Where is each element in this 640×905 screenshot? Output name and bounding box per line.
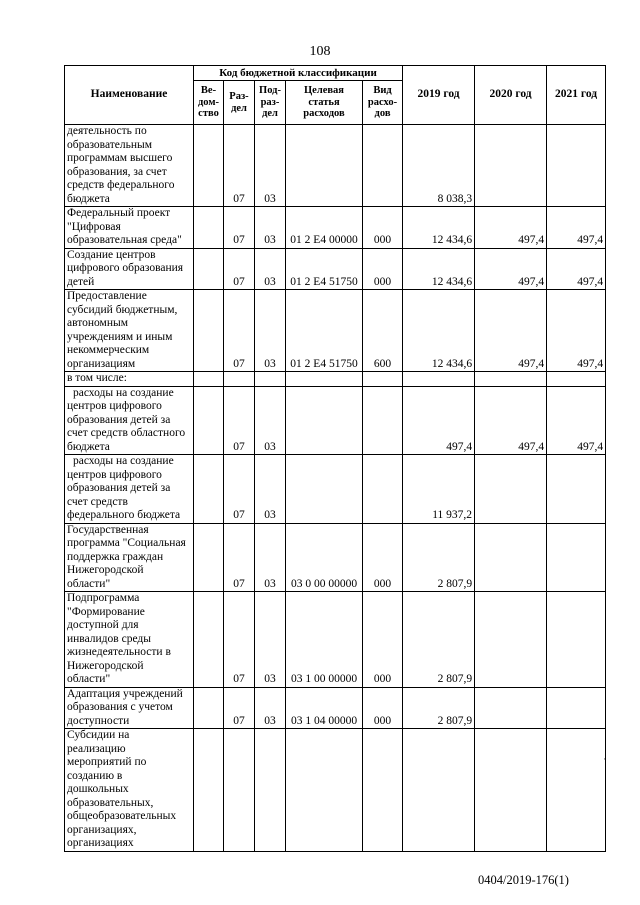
row-name-line: учреждениям и иным	[67, 330, 173, 343]
cell-vedomstvo	[194, 248, 224, 290]
row-name	[65, 290, 194, 372]
cell-value-2019: 2 807,9	[403, 687, 475, 729]
cell-target-article	[286, 455, 363, 524]
cell-value-2021: 497,4	[547, 248, 606, 290]
scan-mark: ·	[603, 754, 606, 764]
table-row	[65, 386, 606, 455]
row-name-line: созданию в	[67, 769, 123, 782]
row-name-line: образовательным	[67, 138, 153, 151]
row-name-line: Нижегородской	[67, 659, 144, 672]
cell-podrazdel: 03	[255, 248, 286, 290]
cell-target-article	[286, 125, 363, 207]
cell-target-article: 01 2 E4 00000	[286, 207, 363, 249]
row-name	[65, 386, 194, 455]
row-name-line: образования с учетом	[67, 701, 173, 713]
table-row	[65, 592, 606, 688]
cell-value-2019	[403, 729, 475, 852]
row-name-line: реализацию	[67, 742, 126, 755]
cell-value-2020: 497,4	[475, 290, 547, 372]
header-2020: 2020 год	[475, 66, 547, 125]
cell-value-2021: 497,4	[547, 207, 606, 249]
row-name-line: организациях	[67, 837, 134, 849]
cell-razdel: 07	[224, 687, 255, 729]
cell-expense-type	[363, 455, 403, 524]
cell-podrazdel	[255, 729, 286, 852]
cell-razdel: 07	[224, 592, 255, 688]
table-row	[65, 687, 606, 729]
cell-value-2020	[475, 523, 547, 592]
row-name	[65, 455, 194, 524]
row-name-line: Субсидии на	[67, 729, 130, 741]
header-2021: 2021 год	[547, 66, 606, 125]
cell-value-2021	[547, 687, 606, 729]
row-name-line: образовательная среда"	[67, 234, 182, 246]
table-row	[65, 290, 606, 372]
cell-target-article	[286, 729, 363, 852]
cell-podrazdel: 03	[255, 207, 286, 249]
row-name-line: программа "Социальная	[67, 537, 186, 549]
row-name-line: образования, за счет	[67, 165, 167, 178]
row-name-line: некоммерческим	[67, 344, 150, 356]
table-row	[65, 248, 606, 290]
cell-podrazdel	[255, 372, 286, 387]
row-name-line: цифрового образования	[67, 262, 184, 274]
row-name	[65, 523, 194, 592]
row-name-line: счет средств	[67, 495, 128, 508]
row-name-line: доступности	[67, 714, 130, 727]
cell-razdel: 07	[224, 523, 255, 592]
cell-target-article: 01 2 E4 51750	[286, 290, 363, 372]
cell-value-2021: 497,4	[547, 386, 606, 455]
row-name-line: организациях,	[67, 823, 137, 836]
row-name-line: Адаптация учреждений	[67, 687, 183, 700]
table-row	[65, 729, 606, 852]
table-row	[65, 207, 606, 249]
cell-value-2020	[475, 729, 547, 852]
cell-vedomstvo	[194, 455, 224, 524]
cell-value-2021	[547, 592, 606, 688]
cell-expense-type: 000	[363, 248, 403, 290]
cell-value-2020: 497,4	[475, 207, 547, 249]
cell-target-article	[286, 386, 363, 455]
cell-value-2019: 8 038,3	[403, 125, 475, 207]
header-podrazdel: Под- раз- дел	[255, 81, 286, 125]
cell-value-2021	[547, 729, 606, 852]
row-name-line: в том числе:	[67, 372, 127, 384]
cell-target-article	[286, 372, 363, 387]
cell-expense-type: 000	[363, 523, 403, 592]
cell-value-2021	[547, 125, 606, 207]
cell-podrazdel: 03	[255, 125, 286, 207]
table-row	[65, 125, 606, 207]
row-name-line: "Цифровая	[67, 220, 121, 233]
cell-value-2021: 497,4	[547, 290, 606, 372]
row-name-line: инвалидов среды	[67, 632, 151, 645]
cell-value-2021	[547, 523, 606, 592]
row-name	[65, 687, 194, 729]
budget-table	[64, 65, 606, 852]
row-name-line: дошкольных	[67, 783, 129, 795]
cell-value-2019: 2 807,9	[403, 523, 475, 592]
cell-podrazdel: 03	[255, 455, 286, 524]
row-name-line: субсидий бюджетным,	[67, 303, 178, 316]
cell-vedomstvo	[194, 729, 224, 852]
row-name-line: "Формирование	[67, 605, 145, 618]
row-name-line: Федеральный проект	[67, 207, 171, 219]
header-expense-type: Вид расхо- дов	[363, 81, 403, 125]
row-name-line: образовательных,	[67, 796, 154, 809]
cell-expense-type	[363, 729, 403, 852]
row-name-line: организациям	[67, 357, 136, 370]
row-name-line: Предоставление	[67, 290, 147, 302]
cell-expense-type	[363, 386, 403, 455]
row-name-line: области"	[67, 673, 111, 685]
cell-razdel: 07	[224, 248, 255, 290]
table-row	[65, 523, 606, 592]
cell-razdel: 07	[224, 290, 255, 372]
cell-expense-type: 000	[363, 687, 403, 729]
cell-podrazdel: 03	[255, 386, 286, 455]
cell-value-2020	[475, 125, 547, 207]
row-name-line: области"	[67, 577, 111, 590]
cell-value-2019: 497,4	[403, 386, 475, 455]
cell-expense-type: 000	[363, 592, 403, 688]
row-name-line: детей	[67, 275, 95, 288]
cell-value-2021	[547, 372, 606, 387]
cell-vedomstvo	[194, 125, 224, 207]
cell-vedomstvo	[194, 207, 224, 249]
cell-podrazdel: 03	[255, 592, 286, 688]
header-target-article: Целевая статья расходов	[286, 81, 363, 125]
row-name-line: бюджета	[67, 192, 110, 205]
row-name-line: доступной для	[67, 619, 139, 631]
cell-podrazdel: 03	[255, 687, 286, 729]
cell-value-2019: 2 807,9	[403, 592, 475, 688]
row-name	[65, 248, 194, 290]
header-razdel: Раз- дел	[224, 81, 255, 125]
row-name	[65, 125, 194, 207]
cell-vedomstvo	[194, 386, 224, 455]
cell-vedomstvo	[194, 523, 224, 592]
cell-target-article: 01 2 E4 51750	[286, 248, 363, 290]
cell-value-2019: 11 937,2	[403, 455, 475, 524]
cell-value-2019: 12 434,6	[403, 248, 475, 290]
header-code-group: Код бюджетной классификации	[194, 66, 403, 81]
cell-value-2021	[547, 455, 606, 524]
row-name-line: средств федерального	[67, 179, 175, 191]
row-name	[65, 207, 194, 249]
cell-expense-type: 600	[363, 290, 403, 372]
row-name	[65, 592, 194, 688]
header-2019: 2019 год	[403, 66, 475, 125]
cell-expense-type: 000	[363, 207, 403, 249]
row-name-line: автономным	[67, 317, 128, 329]
cell-target-article: 03 1 00 00000	[286, 592, 363, 688]
cell-razdel	[224, 729, 255, 852]
cell-razdel: 07	[224, 207, 255, 249]
row-name-line: образования детей за	[67, 482, 171, 494]
cell-expense-type	[363, 125, 403, 207]
row-name-line: центров цифрового	[67, 468, 162, 481]
row-name-line: расходы на создание	[73, 386, 174, 399]
row-name-line: жизнедеятельности в	[67, 646, 171, 658]
cell-target-article: 03 0 00 00000	[286, 523, 363, 592]
row-name-line: мероприятий по	[67, 756, 147, 768]
row-name-line: федерального бюджета	[67, 509, 181, 521]
cell-vedomstvo	[194, 290, 224, 372]
row-name-line: бюджета	[67, 440, 110, 453]
footer-code: 0404/2019-176(1)	[478, 873, 569, 887]
page-number: 108	[309, 44, 331, 59]
table-row	[65, 372, 606, 387]
row-name-line: программам высшего	[67, 152, 173, 164]
row-name-line: деятельность по	[67, 125, 147, 137]
cell-value-2020: 497,4	[475, 386, 547, 455]
cell-razdel	[224, 372, 255, 387]
cell-value-2020	[475, 687, 547, 729]
cell-razdel: 07	[224, 455, 255, 524]
row-name	[65, 372, 194, 387]
row-name-line: поддержка граждан	[67, 550, 164, 563]
cell-podrazdel: 03	[255, 523, 286, 592]
row-name-line: Создание центров	[67, 248, 156, 261]
cell-razdel: 07	[224, 386, 255, 455]
row-name-line: образования детей за	[67, 413, 171, 426]
cell-vedomstvo	[194, 687, 224, 729]
cell-value-2020	[475, 592, 547, 688]
row-name-line: Государственная	[67, 523, 149, 536]
row-name-line: общеобразовательных	[67, 810, 177, 822]
row-name	[65, 729, 194, 852]
cell-vedomstvo	[194, 372, 224, 387]
cell-razdel: 07	[224, 125, 255, 207]
cell-value-2019	[403, 372, 475, 387]
row-name-line: счет средств областного	[67, 427, 186, 439]
cell-value-2020	[475, 455, 547, 524]
row-name-line: Нижегородской	[67, 564, 144, 576]
header-vedomstvo: Ве- дом- ство	[194, 81, 224, 125]
header-name: Наименование	[65, 66, 194, 125]
cell-podrazdel: 03	[255, 290, 286, 372]
cell-value-2019: 12 434,6	[403, 290, 475, 372]
row-name-line: Подпрограмма	[67, 592, 140, 604]
cell-value-2019: 12 434,6	[403, 207, 475, 249]
table-row	[65, 455, 606, 524]
cell-target-article: 03 1 04 00000	[286, 687, 363, 729]
row-name-line: центров цифрового	[67, 400, 162, 412]
cell-value-2020: 497,4	[475, 248, 547, 290]
cell-vedomstvo	[194, 592, 224, 688]
cell-expense-type	[363, 372, 403, 387]
row-name-line: расходы на создание	[73, 455, 174, 467]
cell-value-2020	[475, 372, 547, 387]
